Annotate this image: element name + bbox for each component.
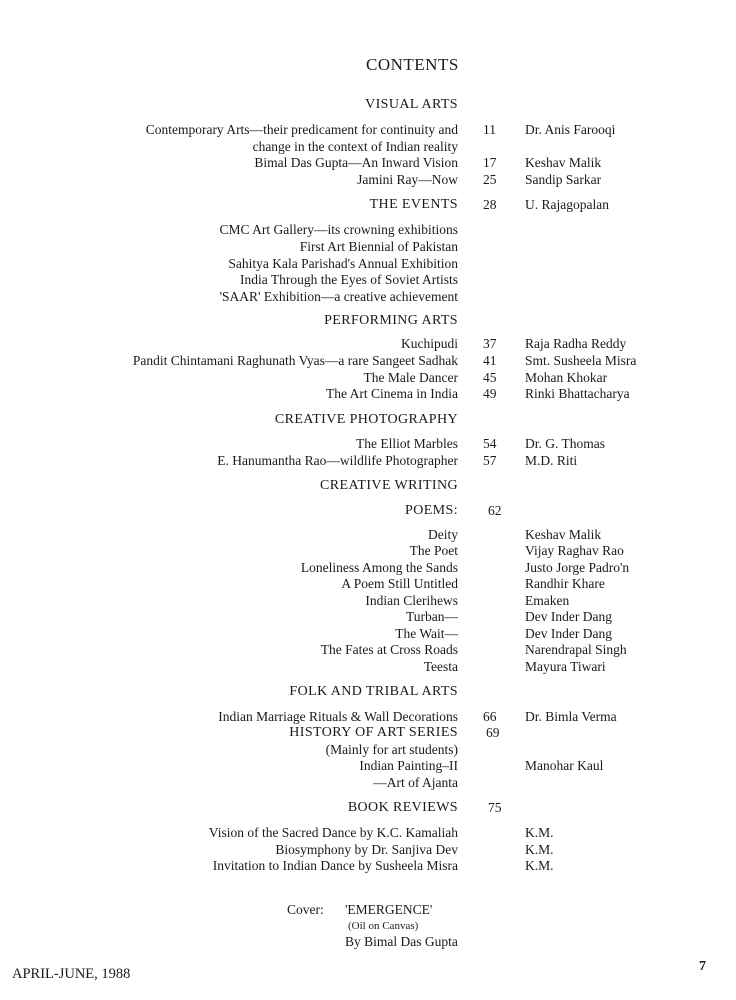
poem-author: Randhir Khare xyxy=(525,576,605,591)
toc-entry-author: Rinki Bhattacharya xyxy=(525,386,630,401)
toc-entry-title: Kuchipudi xyxy=(401,336,458,351)
toc-entry-page: 75 xyxy=(488,800,502,815)
toc-entry-author: Smt. Susheela Misra xyxy=(525,353,637,368)
toc-entry-title: —Art of Ajanta xyxy=(373,775,458,790)
toc-entry-title: Indian Painting–II xyxy=(359,758,458,773)
toc-entry-title: The Elliot Marbles xyxy=(356,436,458,451)
toc-entry-page: 49 xyxy=(483,386,497,401)
toc-entry-author: U. Rajagopalan xyxy=(525,197,609,212)
poem-title: Turban— xyxy=(405,609,458,624)
toc-entry-title: India Through the Eyes of Soviet Artists xyxy=(240,272,458,287)
poem-author: Vijay Raghav Rao xyxy=(525,543,624,558)
poem-author: Keshav Malik xyxy=(525,527,602,542)
toc-entry-title: The Art Cinema in India xyxy=(326,386,458,401)
poem-title: Indian Clerihews xyxy=(365,593,458,608)
toc-entry-title: Bimal Das Gupta—An Inward Vision xyxy=(254,155,458,170)
toc-entry-page: 54 xyxy=(483,436,497,451)
toc-entry-author: Mohan Khokar xyxy=(525,370,608,385)
toc-entry-page: 69 xyxy=(486,725,500,740)
poem-title: Deity xyxy=(428,527,458,542)
poem-author: Dev Inder Dang xyxy=(525,626,612,641)
cover-medium: (Oil on Canvas) xyxy=(348,920,419,932)
section-heading-book-reviews: BOOK REVIEWS xyxy=(347,800,458,815)
toc-entry-title: E. Hanumantha Rao—wildlife Photographer xyxy=(217,453,458,468)
toc-entry-author: Dr. Anis Farooqi xyxy=(525,122,616,137)
toc-entry-subtitle: (Mainly for art students) xyxy=(325,742,458,757)
review-author: K.M. xyxy=(525,858,554,873)
poem-author: Mayura Tiwari xyxy=(525,659,606,674)
review-title: Vision of the Sacred Dance by K.C. Kamaliah xyxy=(208,825,458,840)
section-heading-history-of-art: HISTORY OF ART SERIES xyxy=(289,725,458,740)
toc-entry-title: Contemporary Arts—their predicament for continuity and xyxy=(145,122,458,137)
toc-entry-author: Dr. G. Thomas xyxy=(525,436,605,451)
toc-entry-author: Raja Radha Reddy xyxy=(525,336,627,351)
toc-entry-title: Pandit Chintamani Raghunath Vyas—a rare Sangeet Sadhak xyxy=(132,353,458,368)
review-author: K.M. xyxy=(525,842,554,857)
cover-title: 'EMERGENCE' xyxy=(345,902,433,917)
toc-entry-page: 45 xyxy=(483,370,497,385)
toc-entry-title: First Art Biennial of Pakistan xyxy=(299,239,458,254)
review-author: K.M. xyxy=(525,825,554,840)
page-number: 7 xyxy=(699,959,706,974)
toc-entry-page: 41 xyxy=(483,353,497,368)
section-heading-performing-arts: PERFORMING ARTS xyxy=(324,313,458,328)
poem-title: Loneliness Among the Sands xyxy=(300,560,458,575)
toc-entry-title: The Male Dancer xyxy=(363,370,458,385)
page-title: CONTENTS xyxy=(366,55,459,74)
toc-entry-author: Manohar Kaul xyxy=(525,758,604,773)
section-heading-the-events: THE EVENTS xyxy=(369,197,458,212)
toc-entry-page: 28 xyxy=(483,197,497,212)
poem-title: The Poet xyxy=(409,543,458,558)
toc-entry-page: 17 xyxy=(483,155,497,170)
section-heading-creative-writing: CREATIVE WRITING xyxy=(320,478,458,493)
toc-entry-author: Dr. Bimla Verma xyxy=(525,709,617,724)
cover-label: Cover: xyxy=(287,902,324,917)
toc-entry-title: change in the context of Indian reality xyxy=(252,139,458,154)
poem-title: The Fates at Cross Roads xyxy=(320,642,458,657)
toc-entry-author: Sandip Sarkar xyxy=(525,172,602,187)
section-heading-visual-arts: VISUAL ARTS xyxy=(365,97,458,112)
toc-entry-title: Sahitya Kala Parishad's Annual Exhibition xyxy=(228,256,458,271)
section-heading-folk-tribal: FOLK AND TRIBAL ARTS xyxy=(289,684,458,699)
toc-entry-page: 62 xyxy=(488,503,502,518)
poem-title: Teesta xyxy=(423,659,458,674)
poem-author: Emaken xyxy=(525,593,570,608)
review-title: Invitation to Indian Dance by Susheela Misra xyxy=(212,858,458,873)
toc-entry-author: M.D. Riti xyxy=(525,453,578,468)
cover-artist: By Bimal Das Gupta xyxy=(345,934,458,949)
toc-entry-title: CMC Art Gallery—its crowning exhibitions xyxy=(219,222,458,237)
toc-entry-author: Keshav Malik xyxy=(525,155,602,170)
toc-entry-title: Jamini Ray—Now xyxy=(357,172,458,187)
poem-author: Justo Jorge Padro'n xyxy=(525,560,630,575)
toc-entry-page: 66 xyxy=(483,709,497,724)
section-heading-creative-photography: CREATIVE PHOTOGRAPHY xyxy=(274,412,458,427)
poem-title: The Wait— xyxy=(395,626,458,641)
review-title: Biosymphony by Dr. Sanjiva Dev xyxy=(275,842,458,857)
poem-author: Dev Inder Dang xyxy=(525,609,612,624)
toc-entry-page: 25 xyxy=(483,172,497,187)
toc-entry-title: Indian Marriage Rituals & Wall Decorations xyxy=(218,709,458,724)
toc-entry-page: 11 xyxy=(483,122,496,137)
issue-date: APRIL-JUNE, 1988 xyxy=(12,966,131,982)
toc-entry-page: 37 xyxy=(483,336,497,351)
poem-author: Narendrapal Singh xyxy=(525,642,627,657)
toc-entry-title: 'SAAR' Exhibition—a creative achievement xyxy=(219,289,458,304)
poem-title: A Poem Still Untitled xyxy=(341,576,458,591)
poems-heading: POEMS: xyxy=(405,503,458,518)
toc-entry-page: 57 xyxy=(483,453,497,468)
